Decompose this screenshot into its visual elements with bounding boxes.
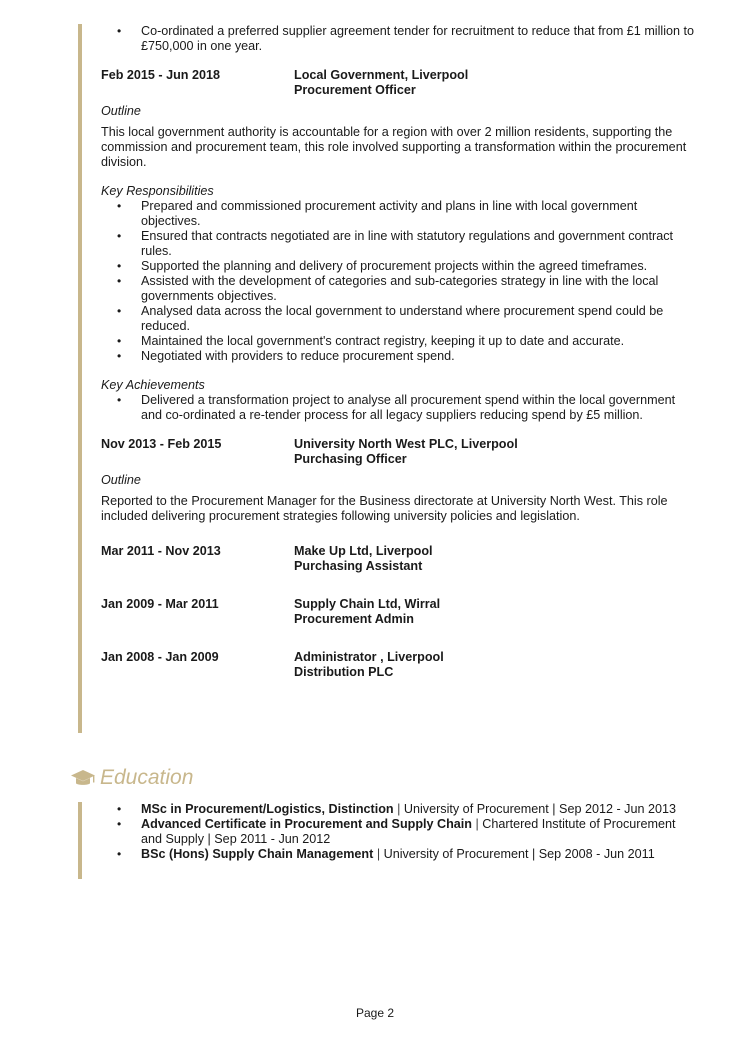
job-entry xyxy=(101,437,698,524)
list-item: • Negotiated with providers to reduce procurement spend. xyxy=(101,349,698,364)
outline-label: Outline xyxy=(101,473,141,487)
job-title: Purchasing Officer xyxy=(294,452,407,466)
job-header xyxy=(101,437,698,467)
job-title: Purchasing Assistant xyxy=(294,559,423,573)
list-item: • Delivered a transformation project to analyse all procurement spend within the local government and co-ordinated a re-tender process for all legacy suppliers reducing spend by £5 million. xyxy=(101,393,698,423)
outline-text: This local government authority is accountable for a region with over 2 million residents, supporting the commission and procurement team, this role involved supporting a transformation within the procurement division. xyxy=(101,125,687,169)
graduation-cap-icon xyxy=(70,767,96,789)
list-item: • Ensured that contracts negotiated are in line with statutory regulations and government contract rules. xyxy=(101,229,698,259)
job-header xyxy=(101,650,698,680)
job-header xyxy=(101,68,698,98)
job-org: Administrator , Liverpool xyxy=(294,650,444,664)
achievements-list xyxy=(101,393,698,423)
responsibilities-label: Key Responsibilities xyxy=(101,184,214,198)
degree-details: Chartered Institute of Procurement and Supply | Sep 2011 - Jun 2012 xyxy=(141,817,676,846)
list-item: • Prepared and commissioned procurement activity and plans in line with local government objectives. xyxy=(101,199,698,229)
job-org: Make Up Ltd, Liverpool xyxy=(294,544,433,558)
job-org: Local Government, Liverpool xyxy=(294,68,469,82)
job-title: Procurement Officer xyxy=(294,83,416,97)
list-item: • MSc in Procurement/Logistics, Distinction | University of Procurement | Sep 2012 - Jun 2013 xyxy=(101,802,698,817)
job-org-block xyxy=(294,597,698,627)
job-org: University North West PLC, Liverpool xyxy=(294,437,518,451)
degree-details: University of Procurement | Sep 2008 - Jun 2011 xyxy=(383,847,655,861)
education-heading xyxy=(70,765,193,791)
outline-label: Outline xyxy=(101,104,141,118)
education-list xyxy=(101,802,698,862)
job-org-block xyxy=(294,437,698,467)
job-org-block xyxy=(294,544,698,574)
intro-bullet-list xyxy=(101,24,698,54)
outline-text: Reported to the Procurement Manager for the Business directorate at University North West. This role included delivering procurement strategies following university policies and legislation. xyxy=(101,494,668,523)
list-item: • Analysed data across the local government to understand where procurement spend could be reduced. xyxy=(101,304,698,334)
job-header xyxy=(101,544,698,574)
job-entry xyxy=(101,597,698,627)
job-entry xyxy=(101,544,698,574)
job-header xyxy=(101,597,698,627)
job-org: Supply Chain Ltd, Wirral xyxy=(294,597,441,611)
job-entry xyxy=(101,68,698,423)
job-dates: Jan 2008 - Jan 2009 xyxy=(101,650,219,664)
list-item: • Advanced Certificate in Procurement and Supply Chain | Chartered Institute of Procurement and Supply | Sep 2011 - Jun 2012 xyxy=(101,817,698,847)
job-title: Distribution PLC xyxy=(294,665,394,679)
job-title: Procurement Admin xyxy=(294,612,414,626)
job-dates: Jan 2009 - Mar 2011 xyxy=(101,597,219,611)
list-item: • BSc (Hons) Supply Chain Management | University of Procurement | Sep 2008 - Jun 2011 xyxy=(101,847,698,862)
degree: MSc in Procurement/Logistics, Distinction xyxy=(141,802,394,816)
page-footer: Page 2 xyxy=(355,1006,395,1020)
degree: Advanced Certificate in Procurement and Supply Chain xyxy=(141,817,473,831)
job-dates: Mar 2011 - Nov 2013 xyxy=(101,544,221,558)
list-item: • Maintained the local government's contract registry, keeping it up to date and accurate. xyxy=(101,334,698,349)
degree: BSc (Hons) Supply Chain Management xyxy=(141,847,374,861)
list-item: • Co-ordinated a preferred supplier agreement tender for recruitment to reduce that from £1 million to £750,000 in one year. xyxy=(101,24,698,54)
job-entry xyxy=(101,650,698,680)
job-dates: Feb 2015 - Jun 2018 xyxy=(101,68,221,82)
responsibilities-list xyxy=(101,199,698,364)
education-heading-text: Education xyxy=(100,766,194,789)
education-section xyxy=(78,802,698,879)
job-dates: Nov 2013 - Feb 2015 xyxy=(101,437,222,451)
job-org-block xyxy=(294,650,698,680)
list-item: • Supported the planning and delivery of procurement projects within the agreed timeframes. xyxy=(101,259,698,274)
list-item: • Assisted with the development of categories and sub-categories strategy in line with the local governments objectives. xyxy=(101,274,698,304)
experience-section xyxy=(78,24,698,733)
job-org-block xyxy=(294,68,698,98)
degree-details: University of Procurement | Sep 2012 - Jun 2013 xyxy=(403,802,676,816)
achievements-label: Key Achievements xyxy=(101,378,205,392)
